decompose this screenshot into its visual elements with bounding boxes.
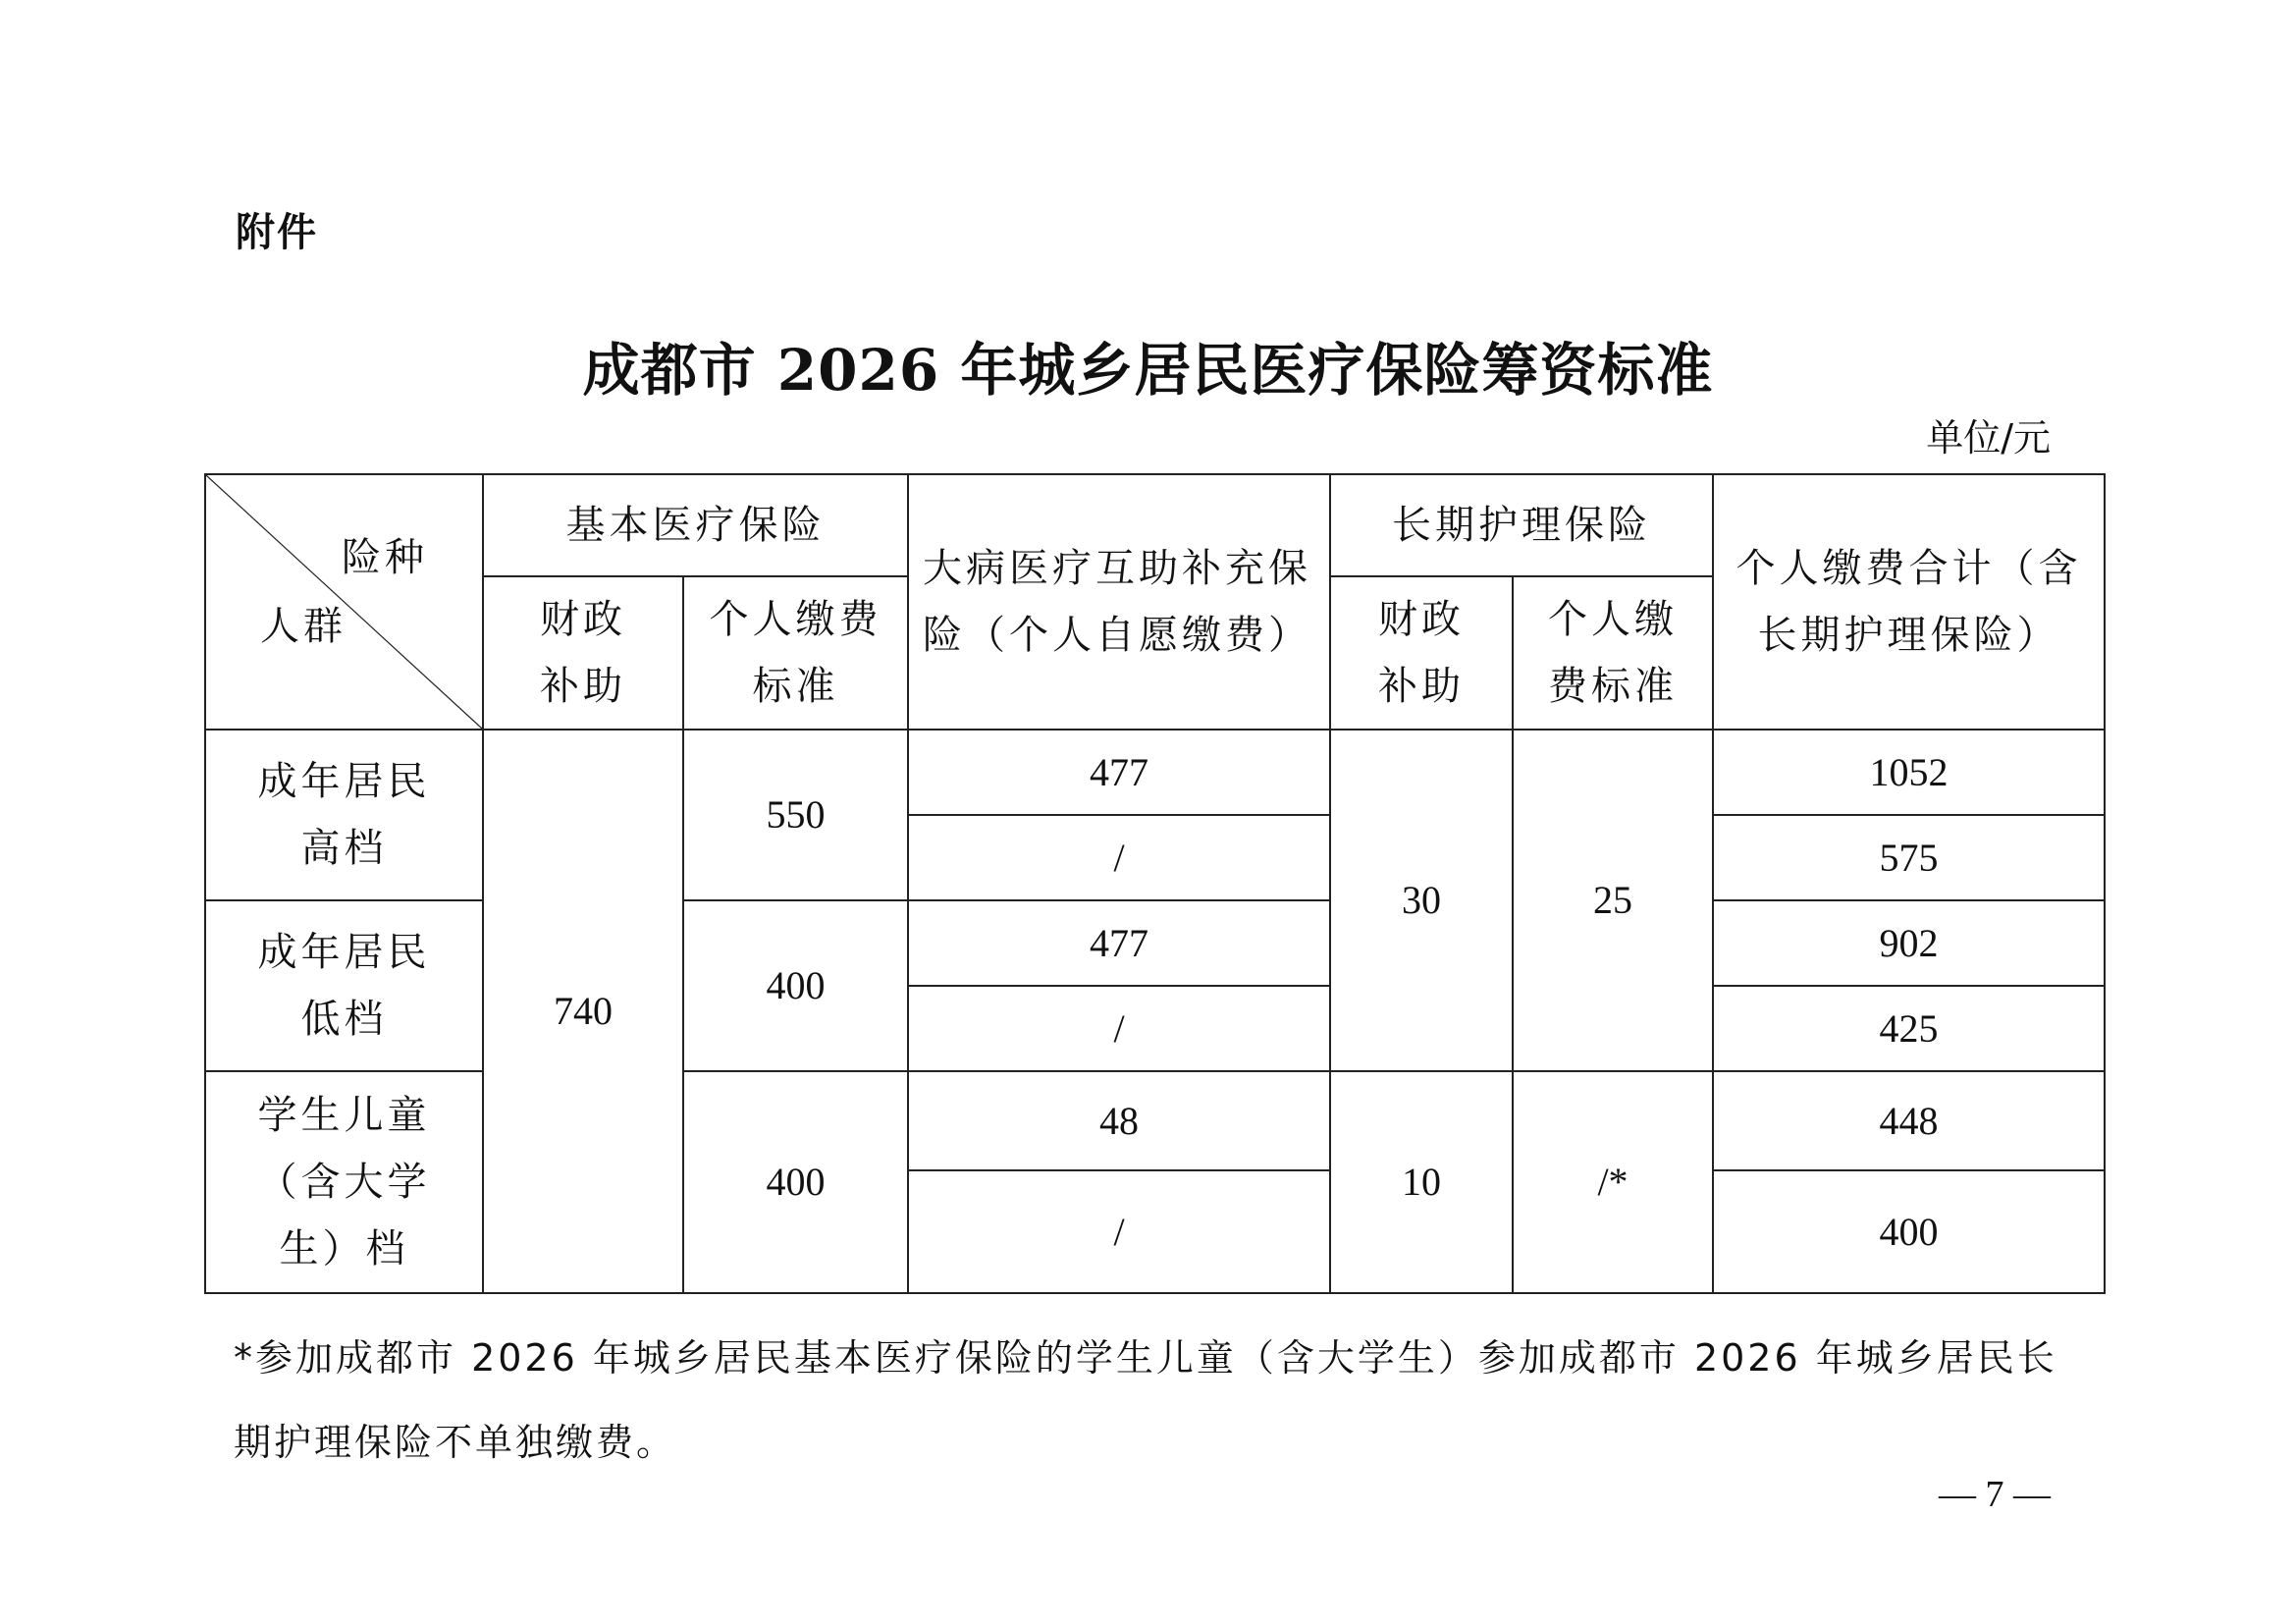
ltc-subsidy-adult: 30 [1330, 730, 1513, 1071]
header-total-personal: 个人缴费合计（含长期护理保险） [1713, 474, 2105, 730]
serious-illness-student-2: / [908, 1170, 1330, 1293]
corner-diagonal-header [205, 474, 483, 730]
total-adult-high-1: 1052 [1713, 730, 2105, 815]
diagonal-line [206, 475, 482, 729]
total-adult-high-2: 575 [1713, 815, 2105, 900]
header-basic-medical: 基本医疗保险 [483, 474, 908, 576]
page-number: — 7 — [1939, 1474, 2051, 1515]
serious-illness-adult-low-1: 477 [908, 900, 1330, 986]
corner-insurance-type-label: 险种 [342, 535, 428, 580]
serious-illness-adult-high-1: 477 [908, 730, 1330, 815]
attachment-label: 附件 [236, 210, 318, 255]
total-student-2: 400 [1713, 1170, 2105, 1293]
basic-personal-adult-low: 400 [683, 900, 908, 1071]
header-ltc-personal: 个人缴费标准 [1513, 576, 1713, 730]
corner-population-label: 人群 [260, 604, 347, 649]
ltc-personal-student: /* [1513, 1071, 1713, 1293]
unit-label: 单位/元 [1926, 416, 2051, 460]
serious-illness-adult-low-2: / [908, 986, 1330, 1071]
footnote: *参加成都市 2026 年城乡居民基本医疗保险的学生儿童（含大学生）参加成都市 2026 年城乡居民长期护理保险不单独缴费。 [234, 1336, 2057, 1464]
group-label-student: 学生儿童（含大学生）档 [205, 1071, 483, 1293]
basic-subsidy-value: 740 [483, 730, 683, 1293]
group-label-adult-low: 成年居民低档 [205, 900, 483, 1071]
total-adult-low-1: 902 [1713, 900, 2105, 986]
header-long-term-care: 长期护理保险 [1330, 474, 1713, 576]
total-adult-low-2: 425 [1713, 986, 2105, 1071]
header-serious-illness: 大病医疗互助补充保险（个人自愿缴费） [908, 474, 1330, 730]
header-ltc-subsidy: 财政补助 [1330, 576, 1513, 730]
header-basic-personal: 个人缴费标准 [683, 576, 908, 730]
header-basic-subsidy: 财政补助 [483, 576, 683, 730]
ltc-personal-adult: 25 [1513, 730, 1713, 1071]
serious-illness-student-1: 48 [908, 1071, 1330, 1170]
serious-illness-adult-high-2: / [908, 815, 1330, 900]
basic-personal-adult-high: 550 [683, 730, 908, 900]
total-student-1: 448 [1713, 1071, 2105, 1170]
group-label-adult-high: 成年居民高档 [205, 730, 483, 900]
funding-standard-table [204, 473, 2106, 1294]
basic-personal-student: 400 [683, 1071, 908, 1293]
ltc-subsidy-student: 10 [1330, 1071, 1513, 1293]
page-title: 成都市 2026 年城乡居民医疗保险筹资标准 [582, 337, 1714, 404]
